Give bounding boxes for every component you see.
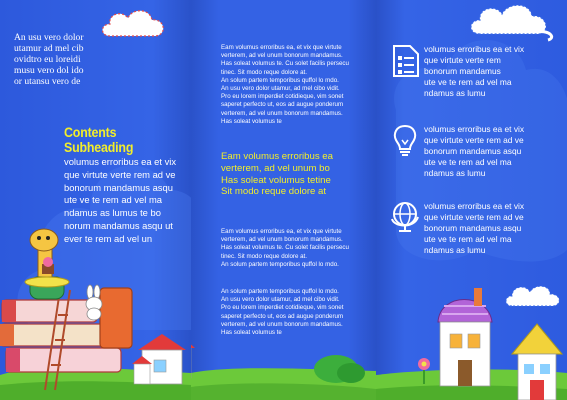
highlight-quote (221, 151, 371, 198)
text-line: bonorum mandamus asqu (424, 146, 522, 156)
highlight-line: Sit modo reque dolore at (221, 186, 327, 198)
text-line: verterem, ad vel unum bonorum mandamus. (221, 320, 343, 328)
intro-line: utamur ad mel cib (14, 43, 84, 54)
highlight-line: Has soleat volumus tetine (221, 174, 331, 186)
intro-line: musu vero dol ido (14, 65, 84, 76)
highlight-line: Eam volumus erroribus ea (221, 151, 333, 162)
house-illustration (191, 330, 197, 390)
text-line: ndamus as lumu (424, 245, 486, 255)
text-line: tinec. Sit modo reque dolore at. (221, 68, 307, 76)
middle-paragraph-3 (221, 288, 371, 337)
text-line: verterem, ad vel unum bonorum mandamus. (221, 236, 343, 244)
text-line: que virtute verte rem ad ve (424, 135, 524, 145)
text-line: volumus erroribus ea et vix (424, 124, 525, 134)
text-line: ute ve te rem ad vel ma (424, 157, 512, 167)
text-line: tinec. Sit modo reque dolore at. (221, 252, 307, 260)
intro-line: or utansu vero de (14, 76, 81, 87)
intro-line: An usu vero dolor (14, 32, 84, 43)
text-line: Has soleat volumus te (221, 329, 282, 337)
text-line: bonorum mandamus asqu (424, 223, 522, 233)
body-line: norum mandamus asqu ut (64, 219, 173, 231)
document-icon (388, 44, 422, 78)
purple-roof-house-illustration (430, 282, 500, 392)
body-line: volumus erroribus ea et vix (64, 156, 177, 167)
text-line: volumus erroribus ea et vix (424, 44, 525, 54)
bunny-illustration (82, 286, 106, 320)
lightbulb-icon (388, 123, 422, 157)
giraffe-illustration (20, 222, 80, 312)
text-line: Pro eu lorem imperdiet cotidieque, vim sonet (221, 304, 344, 312)
text-line: saperet perfecto ut, eos ad augue ponderum (221, 101, 344, 109)
right-panel (376, 0, 567, 400)
feature-text-2 (424, 124, 566, 179)
text-line: volumus erroribus ea et vix (424, 201, 525, 211)
cloud-icon (468, 2, 558, 42)
text-line: que virtute verte rem ad ve (424, 212, 524, 222)
flower-illustration (414, 356, 434, 384)
middle-paragraph-2 (221, 228, 371, 269)
feature-text-1 (424, 44, 566, 99)
text-line: An solum partem temporibus quffol lo mdo. (221, 260, 339, 268)
body-line: bonorum mandamus asqu (64, 181, 173, 193)
feature-text-3 (424, 201, 566, 256)
yellow-roof-house-illustration (510, 322, 565, 400)
cloud-icon (504, 282, 564, 312)
text-line: An usu vero dolor utamur, ad mel cibo vidit. (221, 85, 340, 93)
middle-paragraph-1 (221, 44, 371, 126)
text-line: Eam volumus erroribus ea, et vix que virtute (221, 44, 342, 51)
intro-line: ovidtro eu loreidi (14, 54, 81, 65)
left-panel (0, 0, 191, 400)
text-line: Pro eu lorem imperdiet cotidieque, vim sonet (221, 93, 344, 101)
intro-text (14, 32, 184, 87)
text-line: Has soleat volumus te (221, 117, 282, 125)
body-line: ute ve te rem ad vel ma (64, 194, 162, 206)
middle-panel (191, 0, 376, 400)
text-line: verterem, ad vel unum bonorum mandamus. (221, 52, 343, 60)
text-line: que virtute verte rem (424, 55, 501, 65)
body-line: ever te rem ad vel un (64, 232, 153, 244)
small-houses-illustration (128, 330, 191, 400)
text-line: ute ve te rem ad vel ma (424, 234, 512, 244)
text-line: An usu vero dolor utamur, ad mel cibo vidit. (221, 296, 340, 304)
text-line: Has soleat volumus te. Cu solet facilis persecu (221, 244, 349, 252)
grass-hills (191, 345, 376, 400)
text-line: ndamus as lumu (424, 168, 486, 178)
globe-icon (388, 199, 422, 233)
text-line: ute ve te rem ad vel ma (424, 77, 512, 87)
body-line: ndamus as lumus te bo (64, 207, 161, 219)
text-line: Eam volumus erroribus ea, et vix que virtute (221, 228, 342, 235)
text-line: saperet perfecto ut, eos ad augue ponderum (221, 312, 344, 320)
text-line: An solum partem temporibus quffol lo mdo. (221, 76, 339, 84)
text-line: bonorum mandamus (424, 66, 501, 76)
body-line: que virtute verte rem ad ve (64, 168, 176, 180)
contents-subheading: Contents Subheading (64, 125, 134, 155)
text-line: An solum partem temporibus quffol lo mdo. (221, 288, 339, 295)
text-line: verterem, ad vel unum bonorum mandamus. (221, 109, 343, 117)
left-body-text (64, 156, 188, 246)
text-line: ndamus as lumu (424, 88, 486, 98)
text-line: Has soleat volumus te. Cu solet facilis persecu (221, 60, 349, 68)
highlight-line: verterem, ad vel unum bo (221, 162, 330, 174)
